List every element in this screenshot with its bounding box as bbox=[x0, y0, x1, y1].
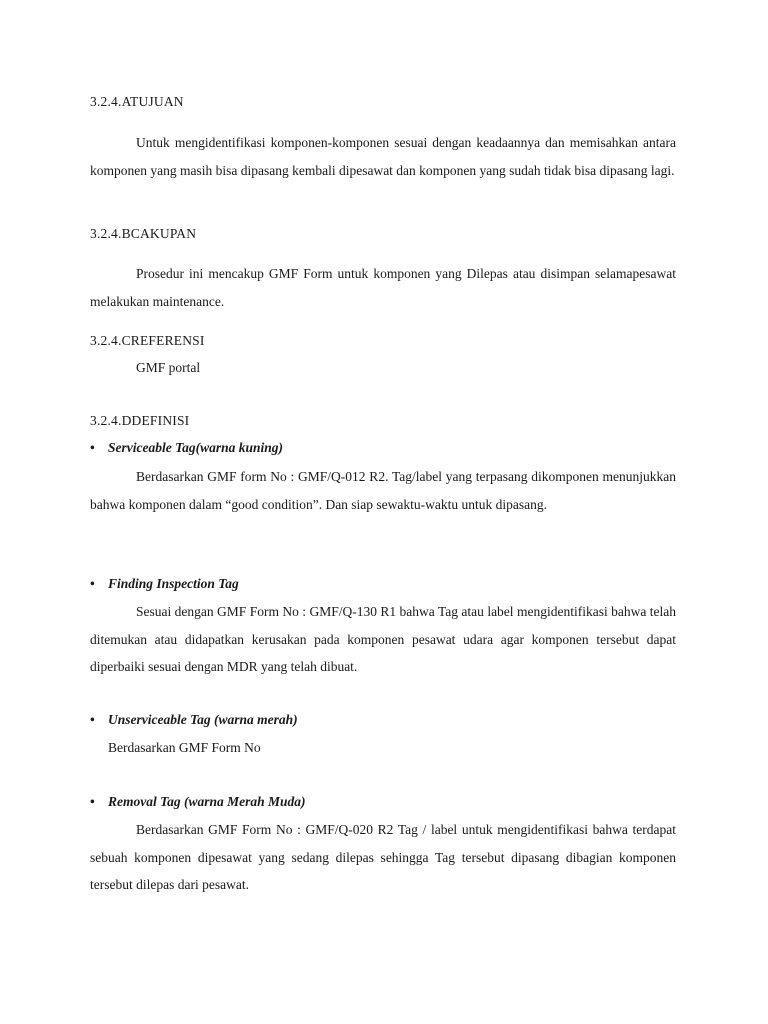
section-heading-referensi: 3.2.4.CREFERENSI bbox=[90, 333, 205, 348]
definition-item-removal-tag bbox=[90, 794, 306, 810]
definition-title: Removal Tag (warna Merah Muda) bbox=[108, 794, 306, 809]
bullet-icon: • bbox=[90, 440, 95, 455]
section-body-cakupan: Prosedur ini mencakup GMF Form untuk komponen yang Dilepas atau disimpan selamapesawat melakukan maintenance. bbox=[90, 266, 676, 309]
definition-body-finding-inspection-tag: Sesuai dengan GMF Form No : GMF/Q-130 R1 bahwa Tag atau label mengidentifikasi bahwa telah ditemukan atau didapatkan kerusakan pada komponen pesawat udara agar komponen tersebut dapat diperbaiki sesuai dengan MDR yang telah dibuat. bbox=[90, 604, 676, 674]
section-body-tujuan: Untuk mengidentifikasi komponen-komponen sesuai dengan keadaannya dan memisahkan antara komponen yang masih bisa dipasang kembali dipesawat dan komponen yang sudah tidak bisa dipasang lagi. bbox=[90, 135, 676, 178]
definition-item-finding-inspection-tag bbox=[90, 576, 239, 592]
definition-title: Serviceable Tag(warna kuning) bbox=[108, 440, 284, 455]
definition-item-serviceable-tag bbox=[90, 440, 283, 456]
definition-body-serviceable-tag: Berdasarkan GMF form No : GMF/Q-012 R2. Tag/label yang terpasang dikomponen menunjukkan bahwa komponen dalam “good condition”. Dan siap sewaktu-waktu untuk dipasang. bbox=[90, 469, 676, 512]
bullet-icon: • bbox=[90, 576, 95, 591]
definition-title: Finding Inspection Tag bbox=[108, 576, 239, 591]
bullet-icon: • bbox=[90, 794, 95, 809]
section-body-referensi: GMF portal bbox=[136, 360, 201, 375]
bullet-icon: • bbox=[90, 712, 95, 727]
definition-item-unserviceable-tag bbox=[90, 712, 298, 728]
definition-title: Unserviceable Tag (warna merah) bbox=[108, 712, 298, 727]
section-heading-definisi: 3.2.4.DDEFINISI bbox=[90, 413, 190, 428]
definition-body-unserviceable-tag: Berdasarkan GMF Form No bbox=[108, 740, 261, 755]
definition-body-removal-tag: Berdasarkan GMF Form No : GMF/Q-020 R2 Tag / label untuk mengidentifikasi bahwa terdapat sebuah komponen dipesawat yang sedang dilepas sehingga Tag tersebut dipasang dibagian komponen tersebut dilepas dari pesawat. bbox=[90, 822, 676, 892]
section-heading-tujuan: 3.2.4.ATUJUAN bbox=[90, 94, 184, 109]
section-heading-cakupan: 3.2.4.BCAKUPAN bbox=[90, 226, 197, 241]
